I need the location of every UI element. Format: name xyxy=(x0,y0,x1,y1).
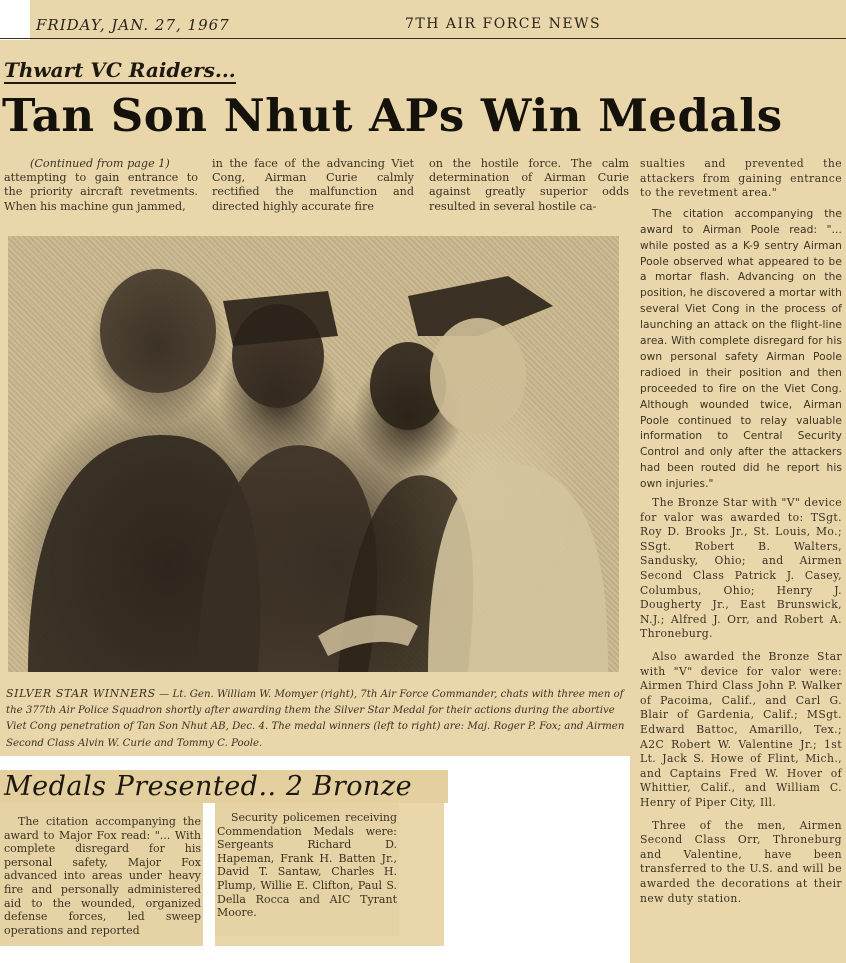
page-header xyxy=(0,10,846,39)
newspaper-name: 7TH AIR FORCE NEWS xyxy=(405,16,602,32)
kicker-headline: Thwart VC Raiders... xyxy=(4,58,236,82)
box-2-text: Security policemen receiving Commendation Medals were: Sergeants Richard D. Hapeman, Frank H. Batten Jr., David T. Santaw, Charles H. Plump, Willie E. Clifton, Paul S. Della Rocca and AIC Tyrant Moore. xyxy=(217,811,397,920)
column-3-text: on the hostile force. The calm determination of Airman Curie against greatly superior odds resulted in several hostile ca- xyxy=(429,157,629,213)
column-2-text: in the face of the advancing Viet Cong, Airman Curie calmly rectified the malfunction and directed highly accurate fire xyxy=(212,157,414,213)
box-1-text: The citation accompanying the award to Major Fox read: "... With complete disregard for his personal safety, Major Fox advanced into areas under heavy fire and personally administered aid to the wounded, organized defense forces, led sweep operations and reported xyxy=(4,815,201,937)
column-4-p3: The Bronze Star with "V" device for valor was awarded to: TSgt. Roy D. Brooks Jr., St. Louis, Mo.; SSgt. Robert B. Walters, Sandusky, Ohio; and Airmen Second Class Patrick J. Casey, Columbus, Ohio; Henry J. Dougherty Jr., East Brunswick, N.J.; Alfred J. Orr, and Robert A. Throneburg. xyxy=(640,496,842,641)
caption-lead: SILVER STAR WINNERS xyxy=(6,687,156,700)
page-margin-gap xyxy=(203,803,215,963)
news-photo xyxy=(8,236,619,672)
caption-text: — Lt. Gen. William W. Momyer (right), 7th Air Force Commander, chats with three men of the 377th Air Police Squadron shortly after awarding them the Silver Star Medal for their actions during the abortive Viet Cong penetration of Tan Son Nhut AB, Dec. 4. The medal winners (left to right) are: Maj. Roger P. Fox; and Airmen Second Class Alvin W. Curie and Tommy C. Poole. xyxy=(6,689,625,749)
article-column-1 xyxy=(4,157,198,214)
article-column-4 xyxy=(640,157,842,909)
column-4-p1: sualties and prevented the attackers from gaining entrance to the revetment area." xyxy=(640,157,842,200)
article-box-2 xyxy=(215,803,399,936)
main-headline: Tan Son Nhut APs Win Medals xyxy=(2,89,783,142)
photo-illustration xyxy=(8,236,619,672)
column-4-p5: Three of the men, Airmen Second Class Orr, Throneburg and Valentine, have been transferred to the U.S. and will be awarded the decorations at their new duty station. xyxy=(640,818,842,905)
issue-date: FRIDAY, JAN. 27, 1967 xyxy=(36,16,230,34)
subheadline: Medals Presented.. 2 Bronze xyxy=(0,770,448,803)
page-margin-bottom-left xyxy=(0,756,630,770)
article-column-2 xyxy=(212,157,414,214)
article-column-3 xyxy=(429,157,629,214)
page-margin-bottom xyxy=(0,946,444,963)
column-4-p2: The citation accompanying the award to Airman Poole read: "... while posted as a K-9 sentry Airman Poole observed what appeared to be a mortar flash. Advancing on the position, he discovered a mortar with several Viet Cong in the process of launching an attack on the flight-line area. With complete disregard for his own personal safety Airman Poole radioed in their position and then proceeded to fire on the Viet Cong. Although wounded twice, Airman Poole continued to relay valuable information to Central Security Control and only after the attackers had been routed did he report his own injuries." xyxy=(640,207,842,491)
continued-note: (Continued from page 1) xyxy=(30,157,170,170)
column-1-text: attempting to gain entrance to the priority aircraft revetments. When his machine gun jammed, xyxy=(4,171,198,213)
photo-caption xyxy=(6,686,626,752)
page-margin-bottom-middle xyxy=(444,770,630,963)
article-box-1 xyxy=(0,803,203,946)
column-4-p4: Also awarded the Bronze Star with "V" device for valor were: Airmen Third Class John P. Walker of Pacoima, Calif., and Carl G. Blair of Gardenia, Calif.; MSgt. Edward Battoc, Amarillo, Tex.; A2C Robert W. Valentine Jr.; 1st Lt. Jack S. Howe of Flint, Mich., and Captains Fred W. Hover of Whittier, Calif., and William C. Henry of Piper City, Ill. xyxy=(640,650,842,809)
